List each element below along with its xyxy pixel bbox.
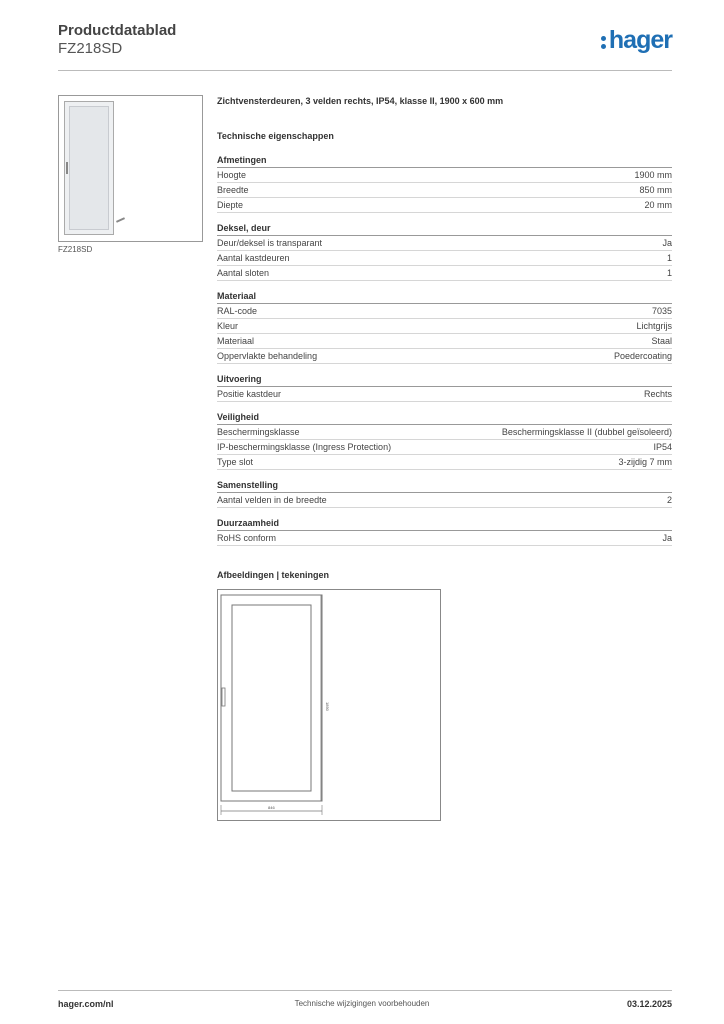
spec-label: RAL-code	[217, 306, 258, 316]
spec-label: Beschermingsklasse	[217, 427, 300, 437]
key-icon	[116, 217, 125, 223]
footer-note: Technische wijzigingen voorbehouden	[294, 999, 430, 1008]
spec-row	[217, 334, 672, 349]
spec-label: RoHS conform	[217, 533, 277, 543]
spec-label: Hoogte	[217, 170, 247, 180]
spec-label: IP-beschermingsklasse (Ingress Protection)	[217, 442, 392, 452]
spec-section	[217, 222, 672, 281]
spec-row	[217, 455, 672, 470]
spec-label: Deur/deksel is transparant	[217, 238, 323, 248]
spec-section	[217, 411, 672, 470]
handle-outline	[222, 688, 225, 706]
spec-label: Materiaal	[217, 336, 255, 346]
spec-row	[217, 251, 672, 266]
technical-properties-heading: Technische eigenschappen	[217, 131, 334, 141]
spec-row	[217, 425, 672, 440]
spec-row	[217, 168, 672, 183]
document-title: Productdatablad	[58, 22, 177, 39]
spec-section	[217, 154, 672, 213]
drawings-heading: Afbeeldingen | tekeningen	[217, 570, 330, 580]
spec-value: 3-zijdig 7 mm	[618, 457, 672, 467]
spec-value: 20 mm	[644, 200, 672, 210]
spec-value: 1	[666, 253, 672, 263]
product-thumbnail	[58, 95, 203, 242]
section-title: Uitvoering	[217, 373, 672, 387]
logo-dots-icon	[601, 33, 606, 49]
spec-section	[217, 373, 672, 402]
section-title: Materiaal	[217, 290, 672, 304]
spec-label: Breedte	[217, 185, 249, 195]
door-handle	[66, 162, 68, 174]
spec-row	[217, 304, 672, 319]
spec-row	[217, 493, 672, 508]
spec-value: 850 mm	[639, 185, 672, 195]
spec-value: Staal	[651, 336, 672, 346]
spec-sections	[217, 154, 672, 555]
spec-label: Aantal kastdeuren	[217, 253, 290, 263]
spec-row	[217, 531, 672, 546]
door-window	[69, 106, 109, 230]
spec-value: Ja	[662, 533, 672, 543]
section-title: Veiligheid	[217, 411, 672, 425]
technical-drawing	[217, 589, 441, 821]
spec-label: Aantal sloten	[217, 268, 270, 278]
spec-label: Positie kastdeur	[217, 389, 282, 399]
page-header	[58, 20, 672, 70]
spec-value: 1	[666, 268, 672, 278]
door-drawing-svg	[218, 590, 440, 820]
spec-section	[217, 479, 672, 508]
section-title: Deksel, deur	[217, 222, 672, 236]
spec-value: 7035	[651, 306, 672, 316]
spec-value: Rechts	[643, 389, 672, 399]
spec-value: IP54	[653, 442, 672, 452]
spec-value: Lichtgrijs	[636, 321, 672, 331]
spec-row	[217, 236, 672, 251]
spec-row	[217, 440, 672, 455]
spec-section	[217, 517, 672, 546]
spec-value: 2	[666, 495, 672, 505]
spec-label: Diepte	[217, 200, 244, 210]
height-dimension-label: 1890	[325, 702, 330, 711]
spec-label: Oppervlakte behandeling	[217, 351, 318, 361]
spec-row	[217, 349, 672, 364]
section-title: Samenstelling	[217, 479, 672, 493]
product-description: Zichtvensterdeuren, 3 velden rechts, IP54, klasse II, 1900 x 600 mm	[217, 96, 504, 106]
spec-row	[217, 266, 672, 281]
spec-value: 1900 mm	[634, 170, 672, 180]
window-outline	[232, 605, 311, 791]
door-image	[64, 101, 114, 235]
spec-label: Kleur	[217, 321, 239, 331]
footer-date: 03.12.2025	[626, 999, 672, 1009]
spec-label: Type slot	[217, 457, 254, 467]
spec-row	[217, 387, 672, 402]
product-code: FZ218SD	[58, 40, 123, 57]
section-title: Afmetingen	[217, 154, 672, 168]
spec-value: Beschermingsklasse II (dubbel geïsoleerd)	[501, 427, 672, 437]
spec-row	[217, 183, 672, 198]
spec-section	[217, 290, 672, 364]
spec-value: Ja	[662, 238, 672, 248]
footer-divider	[58, 990, 672, 991]
spec-label: Aantal velden in de breedte	[217, 495, 327, 505]
thumbnail-caption: FZ218SD	[58, 245, 93, 254]
spec-value: Poedercoating	[613, 351, 672, 361]
spec-row	[217, 198, 672, 213]
spec-row	[217, 319, 672, 334]
section-title: Duurzaamheid	[217, 517, 672, 531]
footer-website: hager.com/nl	[58, 999, 114, 1009]
logo-text: hager	[608, 26, 672, 54]
header-divider	[58, 70, 672, 71]
hager-logo	[601, 26, 672, 55]
width-dimension-label: 846	[268, 805, 275, 810]
door-outline	[221, 595, 322, 801]
